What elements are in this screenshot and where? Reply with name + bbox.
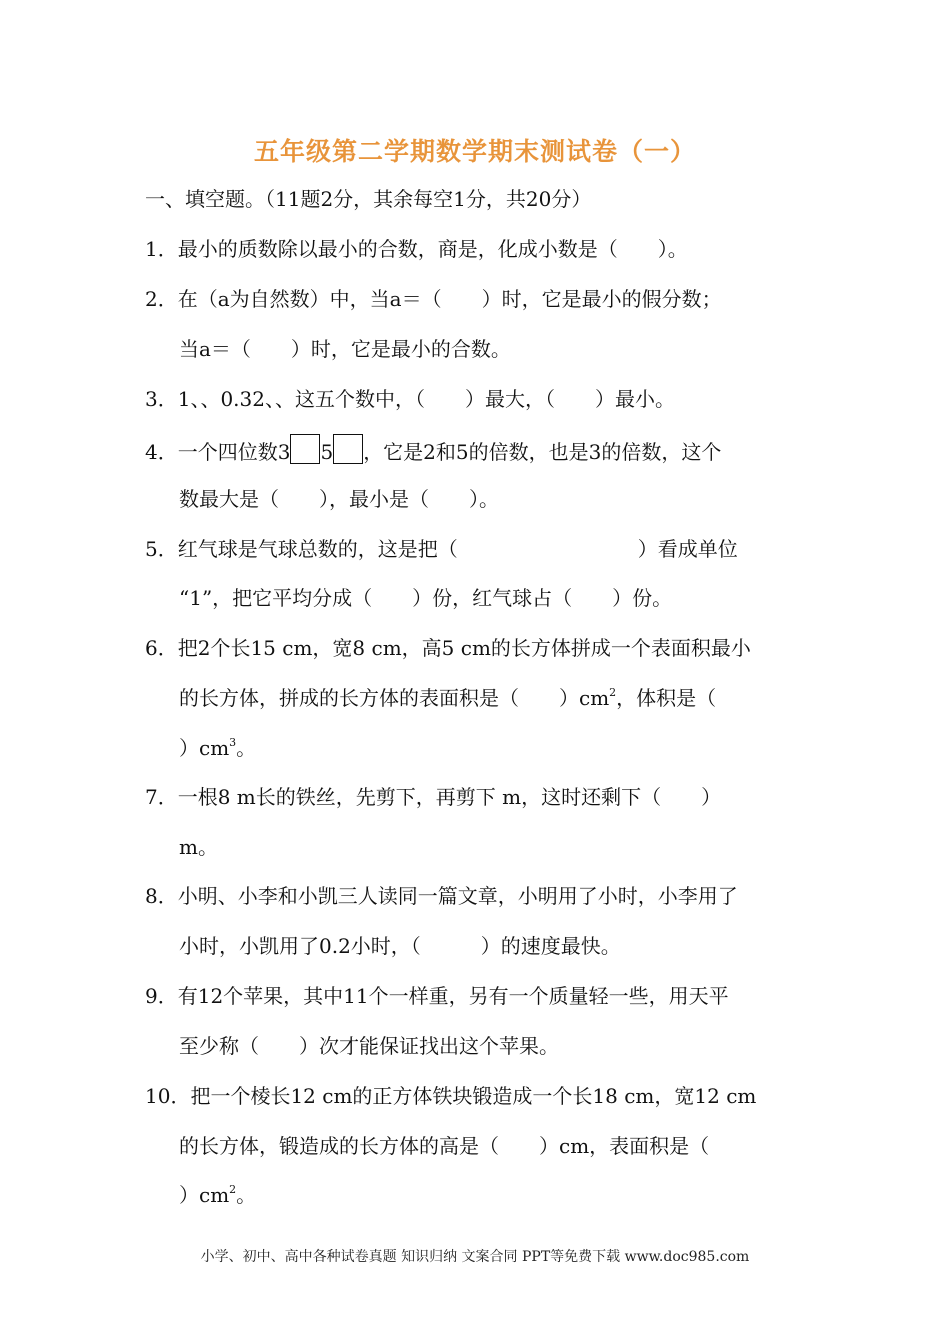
- question-6-line-2: [179, 684, 716, 712]
- question-2-line-1: 2．在（a为自然数）中，当a＝（ ）时，它是最小的假分数；: [145, 287, 722, 311]
- question-6-line-2-end: ，体积是（: [616, 686, 717, 710]
- page-footer: 小学、初中、高中各种试卷真题 知识归纳 文案合同 PPT等免费下载 www.doc985.com: [200, 1249, 750, 1265]
- question-6-line-3-text: ）cm: [179, 736, 230, 760]
- question-5-line-1: 5．红气球是气球总数的，这是把（ ）看成单位: [145, 537, 738, 561]
- question-7-line-2: m。: [179, 835, 218, 859]
- cubed-superscript: 3: [229, 736, 237, 749]
- digit-box-1: [290, 434, 320, 464]
- digit-box-2: [333, 434, 363, 464]
- question-6-line-2-text: 的长方体，拼成的长方体的表面积是（ ）cm: [179, 686, 610, 710]
- question-10-line-3-text: ）cm: [179, 1183, 230, 1207]
- area-superscript: 2: [229, 1183, 237, 1196]
- question-9-line-1: 9．有12个苹果，其中11个一样重，另有一个质量轻一些，用天平: [145, 984, 729, 1008]
- question-10-line-1: 10．把一个棱长12 cm的正方体铁块锻造成一个长18 cm，宽12 cm: [145, 1084, 757, 1108]
- question-10-line-3-end: 。: [236, 1183, 257, 1207]
- section-heading: 一、填空题。（11题2分，其余每空1分，共20分）: [145, 187, 592, 211]
- question-9-line-2: 至少称（ ）次才能保证找出这个苹果。: [179, 1034, 559, 1058]
- question-8-line-1: 8．小明、小李和小凯三人读同一篇文章，小明用了小时，小李用了: [145, 884, 738, 908]
- question-3: 3．1、、0.32、、这五个数中，（ ）最大，（ ）最小。: [145, 387, 675, 411]
- question-6-line-3-end: 。: [236, 736, 257, 760]
- question-7-line-1: 7．一根8 m长的铁丝，先剪下，再剪下 m，这时还剩下（ ）: [145, 785, 722, 809]
- document-title: 五年级第二学期数学期末测试卷（一）: [253, 137, 696, 166]
- question-10-line-3: [179, 1181, 256, 1209]
- question-6-line-3: [179, 734, 256, 762]
- question-1: 1．最小的质数除以最小的合数，商是，化成小数是（ ）。: [145, 237, 688, 261]
- question-4-suffix: ，它是2和5的倍数，也是3的倍数，这个: [363, 440, 722, 464]
- question-5-line-2: “1”，把它平均分成（ ）份，红气球占（ ）份。: [179, 586, 673, 610]
- question-4-middle: 5: [320, 440, 334, 464]
- question-8-line-2: 小时，小凯用了0.2小时，（ ）的速度最快。: [179, 934, 621, 958]
- question-4-line-2: 数最大是（ ），最小是（ ）。: [179, 487, 499, 511]
- question-2-line-2: 当a＝（ ）时，它是最小的合数。: [179, 337, 511, 361]
- squared-superscript: 2: [609, 686, 617, 699]
- question-4-line-1: [145, 434, 721, 466]
- question-10-line-2: 的长方体，锻造成的长方体的高是（ ）cm，表面积是（: [179, 1134, 710, 1158]
- question-6-line-1: 6．把2个长15 cm，宽8 cm，高5 cm的长方体拼成一个表面积最小: [145, 636, 751, 660]
- question-4-prefix: 4．一个四位数3: [145, 440, 291, 464]
